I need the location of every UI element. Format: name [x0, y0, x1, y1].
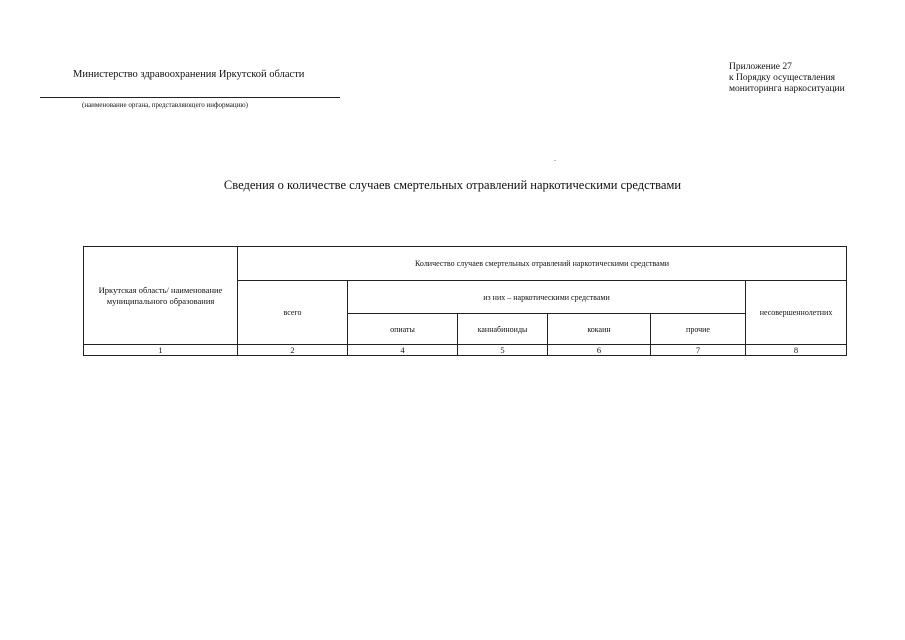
- cannabinoids-header-cell: каннабиноиды: [458, 314, 548, 345]
- total-header-cell: всего: [238, 281, 348, 345]
- report-table: [83, 246, 847, 356]
- opiates-header-cell: опиаты: [348, 314, 458, 345]
- org-signature-line: [40, 97, 340, 98]
- column-number-cell: 8: [746, 345, 847, 356]
- column-number-cell: 5: [458, 345, 548, 356]
- other-header-cell: прочие: [651, 314, 746, 345]
- org-name: Министерство здравоохранения Иркутской области: [73, 69, 305, 80]
- main-header-cell: Количество случаев смертельных отравлений наркотическими средствами: [238, 247, 847, 281]
- minors-header-cell: несовершеннолетних: [746, 281, 847, 345]
- column-number-cell: 7: [651, 345, 746, 356]
- appendix-note: [729, 62, 845, 95]
- org-caption: (наименование органа, представляющего информацию): [82, 101, 248, 109]
- column-number-cell: 4: [348, 345, 458, 356]
- of-which-header-cell: из них – наркотическими средствами: [348, 281, 746, 314]
- appendix-line: мониторинга наркоситуации: [729, 84, 845, 94]
- document-title: Сведения о количестве случаев смертельных отравлений наркотическими средствами: [223, 178, 682, 192]
- column-number-cell: 2: [238, 345, 348, 356]
- region-header-cell: Иркутская область/ наименование муниципального образования: [84, 247, 238, 345]
- column-number-cell: 6: [548, 345, 651, 356]
- appendix-line: к Порядку осуществления: [729, 73, 835, 83]
- column-number-cell: 1: [84, 345, 238, 356]
- scan-speck: [554, 160, 556, 161]
- cocaine-header-cell: кокаин: [548, 314, 651, 345]
- appendix-line: Приложение 27: [729, 62, 792, 72]
